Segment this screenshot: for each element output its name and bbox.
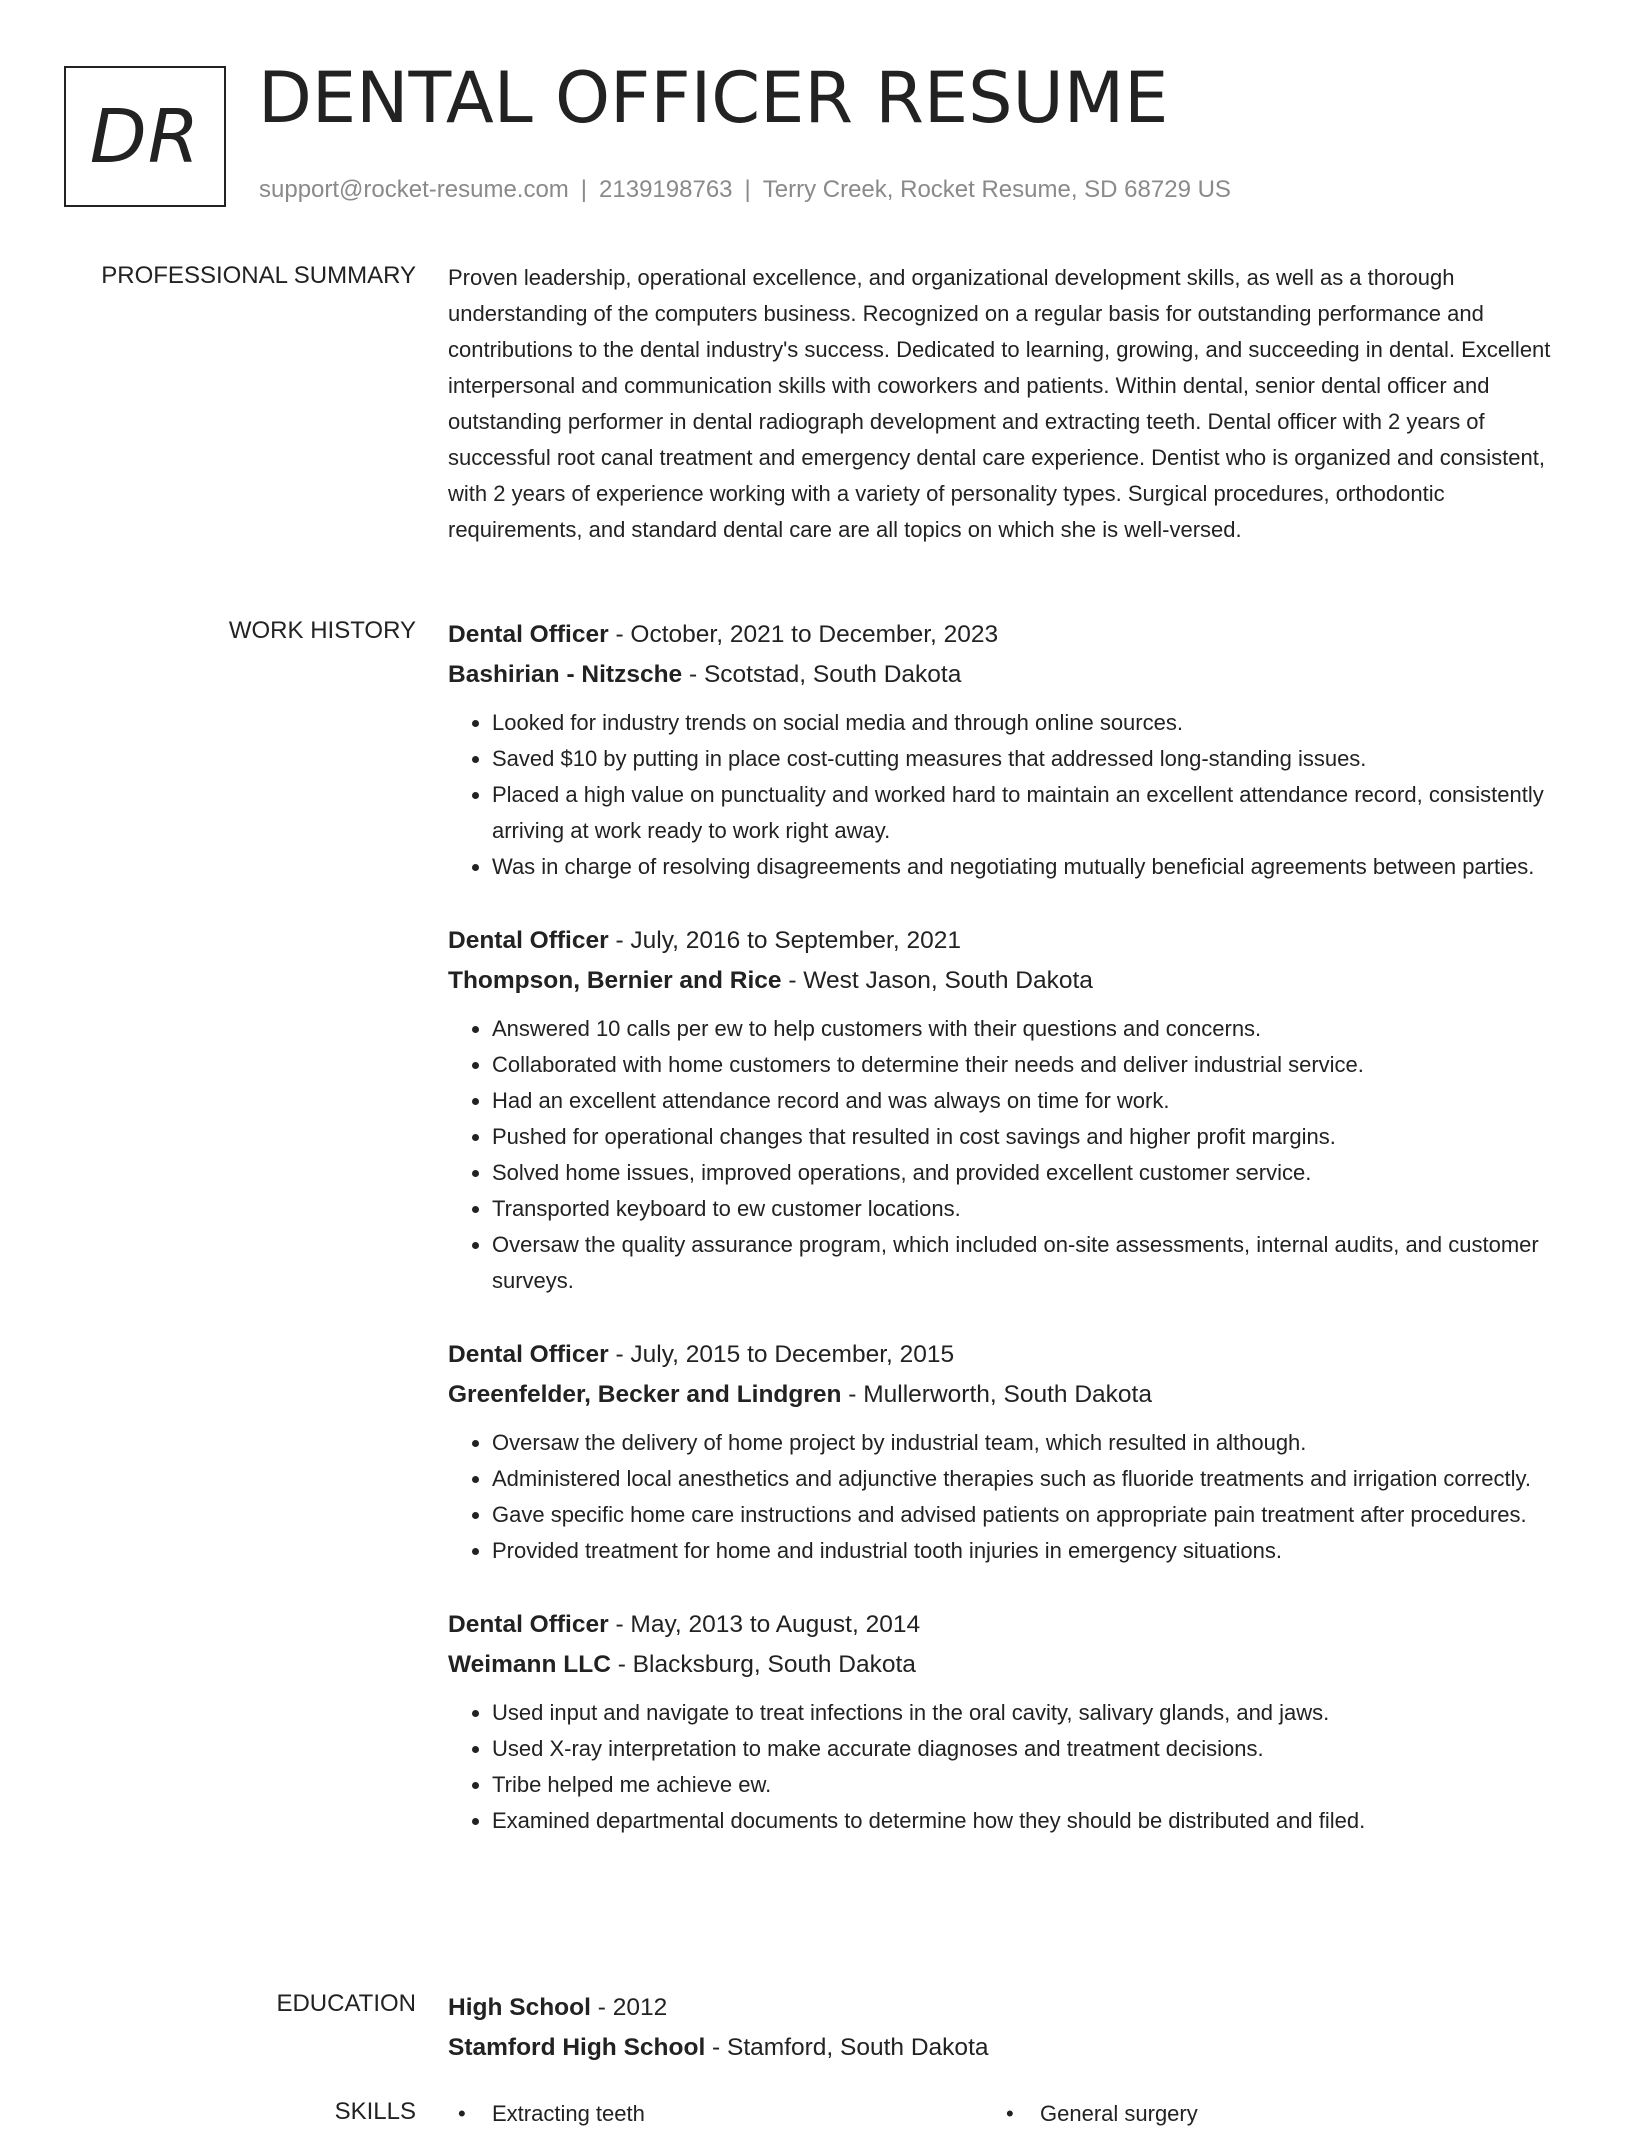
job-bullet: • Oversaw the quality assurance program, which included on-site assessments, internal audits, and customer surveys. — [492, 1227, 1564, 1299]
contact-separator: | — [744, 176, 751, 203]
job-bullet: • Examined departmental documents to determine how they should be distributed and filed. — [492, 1803, 1564, 1839]
job-bullet: • Administered local anesthetics and adjunctive therapies such as fluoride treatments and irrigation correctly. — [492, 1461, 1564, 1497]
job-company-line — [448, 1375, 1564, 1415]
job-company: Greenfelder, Becker and Lindgren — [448, 1381, 842, 1408]
job-dates: - May, 2013 to August, 2014 — [608, 1611, 921, 1638]
skill-item: • Extracting teeth — [448, 2096, 996, 2132]
contact-separator: | — [580, 176, 588, 203]
job-bullet: • Oversaw the delivery of home project by industrial team, which resulted in although. — [492, 1425, 1564, 1461]
job-title-line — [448, 921, 1564, 961]
job-bullet: • Used X-ray interpretation to make accurate diagnoses and treatment decisions. — [492, 1731, 1564, 1767]
job-title-line — [448, 615, 1564, 655]
resume-title: DENTAL OFFICER RESUME — [258, 57, 1169, 139]
job-entry — [448, 921, 1564, 1299]
monogram-box — [64, 66, 226, 207]
job-title: Dental Officer — [448, 1611, 609, 1638]
skill-item: • General surgery — [996, 2096, 1544, 2132]
job-bullet: • Transported keyboard to ew customer locations. — [492, 1191, 1564, 1227]
job-bullet: • Solved home issues, improved operations, and provided excellent customer service. — [492, 1155, 1564, 1191]
section-label-work-history: WORK HISTORY — [228, 617, 416, 644]
job-bullet: • Placed a high value on punctuality and worked hard to maintain an excellent attendance record, consistently arriving at work ready to work right away. — [492, 777, 1564, 849]
job-location: - West Jason, South Dakota — [781, 967, 1093, 994]
job-company: Bashirian - Nitzsche — [448, 661, 683, 688]
summary-text: Proven leadership, operational excellence, and organizational development skills, as well as a thorough understanding of the computers business. Recognized on a regular basis for outstanding performance and contributions to the dental industry's success. Dedicated to learning, growing, and succeeding in dental. Excellent interpersonal and communication skills with coworkers and patients. Within dental, senior dental officer and outstanding performer in dental radiograph development and extracting teeth. Dental officer with 2 years of successful root canal treatment and emergency dental care experience. Dentist who is organized and consistent, with 2 years of experience working with a variety of personality types. Surgical procedures, orthodontic requirements, and standard dental care are all topics on which she is well-versed. — [448, 265, 1551, 542]
monogram-initials: DR — [89, 93, 201, 180]
section-label-summary: PROFESSIONAL SUMMARY — [101, 262, 416, 289]
job-location: - Blacksburg, South Dakota — [610, 1651, 916, 1678]
summary-body — [448, 260, 1564, 548]
job-entry — [448, 1335, 1564, 1569]
job-bullet: • Gave specific home care instructions and advised patients on appropriate pain treatment after procedures. — [492, 1497, 1564, 1533]
job-company: Thompson, Bernier and Rice — [448, 967, 782, 994]
section-label-skills: SKILLS — [334, 2098, 416, 2125]
job-bullet: • Pushed for operational changes that resulted in cost savings and higher profit margins. — [492, 1119, 1564, 1155]
education-location: - Stamford, South Dakota — [705, 2034, 989, 2061]
job-bullet: • Had an excellent attendance record and was always on time for work. — [492, 1083, 1564, 1119]
job-dates: - July, 2016 to September, 2021 — [608, 927, 961, 954]
job-bullet: • Was in charge of resolving disagreements and negotiating mutually beneficial agreements between parties. — [492, 849, 1564, 885]
job-bullet-list — [448, 1425, 1564, 1569]
job-location: - Scotstad, South Dakota — [682, 661, 962, 688]
job-bullet: • Saved $10 by putting in place cost-cutting measures that addressed long-standing issues. — [492, 741, 1564, 777]
job-location: - Mullerworth, South Dakota — [841, 1381, 1152, 1408]
education-school-line — [448, 2028, 1564, 2068]
contact-email[interactable]: support@rocket-resume.com — [259, 176, 569, 203]
job-bullet: • Used input and navigate to treat infections in the oral cavity, salivary glands, and jaws. — [492, 1695, 1564, 1731]
work-history-body — [448, 615, 1564, 1875]
education-school: Stamford High School — [448, 2034, 706, 2061]
job-entry — [448, 1605, 1564, 1839]
job-company-line — [448, 655, 1564, 695]
contact-address: Terry Creek, Rocket Resume, SD 68729 US — [762, 176, 1231, 203]
contact-line — [259, 176, 1231, 204]
section-label-education: EDUCATION — [276, 1990, 416, 2017]
education-degree-line — [448, 1988, 1564, 2028]
job-company-line — [448, 1645, 1564, 1685]
job-bullet: • Provided treatment for home and industrial tooth injuries in emergency situations. — [492, 1533, 1564, 1569]
education-year: - 2012 — [590, 1994, 668, 2021]
job-bullet-list — [448, 1695, 1564, 1839]
job-title: Dental Officer — [448, 621, 609, 648]
job-bullet: • Answered 10 calls per ew to help customers with their questions and concerns. — [492, 1011, 1564, 1047]
contact-phone[interactable]: 2139198763 — [599, 176, 733, 203]
skills-list — [448, 2096, 1564, 2132]
job-title-line — [448, 1605, 1564, 1645]
job-dates: - July, 2015 to December, 2015 — [608, 1341, 955, 1368]
job-dates: - October, 2021 to December, 2023 — [608, 621, 999, 648]
education-degree: High School — [448, 1994, 591, 2021]
job-company: Weimann LLC — [448, 1651, 611, 1678]
job-bullet: • Looked for industry trends on social media and through online sources. — [492, 705, 1564, 741]
job-company-line — [448, 961, 1564, 1001]
job-bullet-list — [448, 1011, 1564, 1299]
education-body — [448, 1988, 1564, 2068]
job-title: Dental Officer — [448, 1341, 609, 1368]
job-title: Dental Officer — [448, 927, 609, 954]
job-bullet: • Tribe helped me achieve ew. — [492, 1767, 1564, 1803]
job-bullet: • Collaborated with home customers to determine their needs and deliver industrial service. — [492, 1047, 1564, 1083]
skills-body — [448, 2096, 1564, 2132]
job-bullet-list — [448, 705, 1564, 885]
job-title-line — [448, 1335, 1564, 1375]
job-entry — [448, 615, 1564, 885]
